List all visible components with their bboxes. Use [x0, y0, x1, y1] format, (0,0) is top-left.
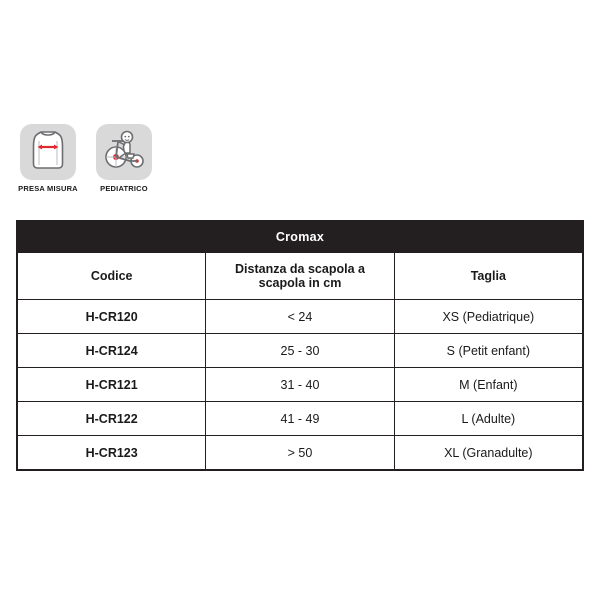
- cell-distanza: 41 - 49: [206, 402, 394, 436]
- size-chart-table: [16, 220, 584, 471]
- badge-box: [20, 124, 76, 180]
- table-row: [18, 368, 583, 402]
- cell-codice: H-CR121: [18, 368, 206, 402]
- cell-distanza: 25 - 30: [206, 334, 394, 368]
- icon-badge-row: [16, 124, 156, 193]
- cell-codice: H-CR122: [18, 402, 206, 436]
- badge-presa-misura: [16, 124, 80, 193]
- table-row: [18, 436, 583, 470]
- cell-taglia: L (Adulte): [394, 402, 582, 436]
- table-row: [18, 300, 583, 334]
- badge-pediatrico: [92, 124, 156, 193]
- cell-taglia: XL (Granadulte): [394, 436, 582, 470]
- cell-codice: H-CR124: [18, 334, 206, 368]
- cell-codice: H-CR120: [18, 300, 206, 334]
- cell-taglia: XS (Pediatrique): [394, 300, 582, 334]
- column-header-taglia: Taglia: [394, 253, 582, 300]
- table-row: [18, 402, 583, 436]
- table-title-row: [18, 222, 583, 253]
- column-header-distanza-line1: Distanza da scapola a: [235, 261, 365, 276]
- cell-distanza: > 50: [206, 436, 394, 470]
- measure-tape-torso-icon: [28, 128, 68, 177]
- cell-distanza: < 24: [206, 300, 394, 334]
- cell-distanza: 31 - 40: [206, 368, 394, 402]
- badge-caption: PEDIATRICO: [100, 184, 148, 193]
- table-header-row: [18, 253, 583, 300]
- cell-taglia: S (Petit enfant): [394, 334, 582, 368]
- child-on-tricycle-icon: [100, 128, 148, 177]
- column-header-distanza-line2: scapola in cm: [258, 276, 342, 290]
- column-header-distanza: [206, 253, 394, 300]
- badge-caption: PRESA MISURA: [18, 184, 78, 193]
- cell-codice: H-CR123: [18, 436, 206, 470]
- badge-box: [96, 124, 152, 180]
- cell-taglia: M (Enfant): [394, 368, 582, 402]
- table-row: [18, 334, 583, 368]
- column-header-codice: Codice: [18, 253, 206, 300]
- table-title: Cromax: [18, 222, 583, 253]
